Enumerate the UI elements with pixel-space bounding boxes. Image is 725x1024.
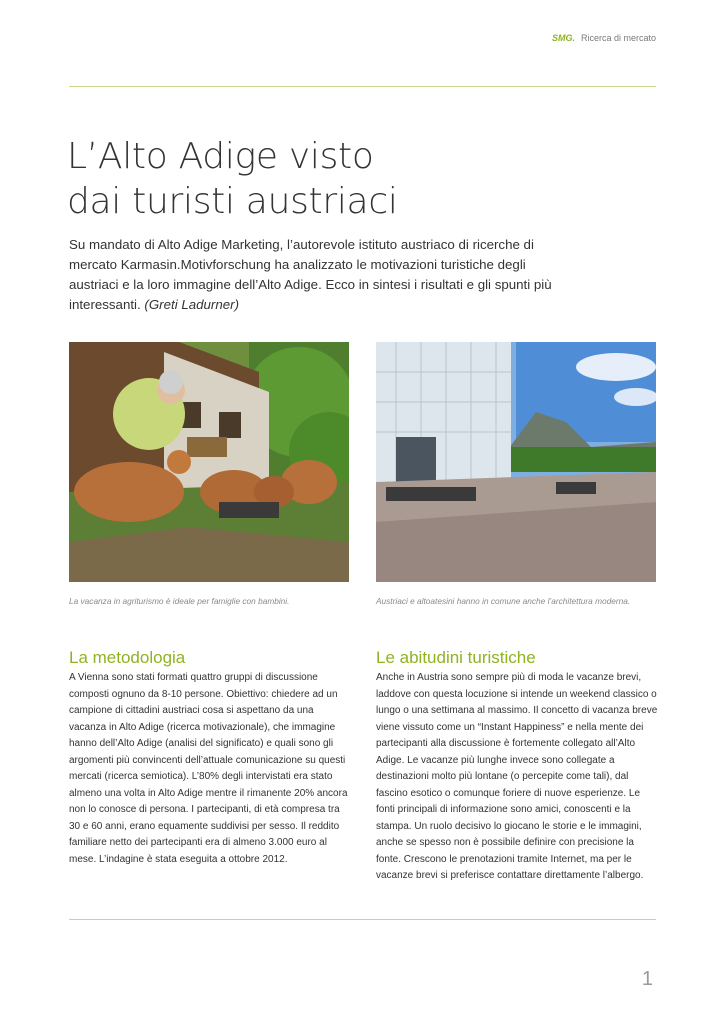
photo-caption-1: La vacanza in agriturismo è ideale per famiglie con bambini. — [69, 596, 290, 606]
section-habits — [376, 648, 658, 885]
section-label: Ricerca di mercato — [580, 33, 656, 43]
article-title — [67, 134, 627, 224]
section-body: Anche in Austria sono sempre più di moda le vacanze brevi, laddove con questa locuzione si intende un weekend classico o lungo o una settimana al massimo. Il concetto di vacanza breve viene vissuto come un “Instant Happiness” e nella mente dei partecipanti alla discussione è fortemente collegato all’Alto Adige. Le vacanze più lunghe invece sono collegate a destinazioni molto più lontane (o percepite come tali), dal fascino esotico o comunque foriere di nuove esperienze. Le fonti principali di informazione sono amici, conoscenti e la stampa. Un ruolo decisivo lo giocano le storie e le immagini, anche se spesso non è possibile definire con precisione la fonte. Crescono le prenotazioni tramite Internet, ma per le vacanze brevi si preferisce contattare direttamente l’albergo. — [376, 672, 658, 881]
photo-caption-2: Austriaci e altoatesini hanno in comune anche l’architettura moderna. — [376, 596, 631, 606]
title-line-1: L’Alto Adige visto — [67, 136, 374, 177]
section-methodology — [69, 648, 351, 868]
lead-text: Su mandato di Alto Adige Marketing, l’autorevole istituto austriaco di ricerche di mercato Karmasin.Motivforschung ha analizzato le motivazioni turistiche degli austriaci e la loro immagine dell’Alto Adige. Ecco in sintesi i risultati e gli spunti più interessanti. — [69, 237, 552, 312]
section-body: A Vienna sono stati formati quattro gruppi di discussione composti ognuno da 8-10 persone. Obiettivo: chiedere ad un campione di cittadini austriaci cosa si aspettano da una vacanza in Alto Adige (ricerca motivazionale), che immagine hanno dell’Alto Adige (analisi del significato) e quali sono gli argomenti più convincenti dell’attuale comunicazione su questi mercati (ricerca semiotica). L’80% degli intervistati era stato almeno una volta in Alto Adige mentre il rimanente 20% ancora non lo conosce di persona. I partecipanti, di età compresa tra 30 e 60 anni, erano equamente suddivisi per sesso. Il reddito familiare netto dei partecipanti era di almeno 3.000 euro al mese. L’indagine è stata eseguita a ottobre 2012. — [69, 672, 348, 865]
top-divider — [69, 86, 656, 87]
section-heading: La metodologia — [69, 648, 186, 667]
bottom-divider — [69, 919, 656, 920]
brand-logo: SMG. — [551, 33, 575, 43]
lead-author: (Greti Ladurner) — [144, 297, 239, 312]
title-line-2: dai turisti austriaci — [67, 181, 398, 222]
farm-chickens-photo — [69, 342, 349, 582]
page-header — [552, 33, 656, 43]
page-number: 1 — [641, 968, 653, 990]
section-heading: Le abitudini turistiche — [376, 648, 536, 667]
lead-paragraph — [69, 235, 569, 315]
modern-architecture-photo — [376, 342, 656, 582]
